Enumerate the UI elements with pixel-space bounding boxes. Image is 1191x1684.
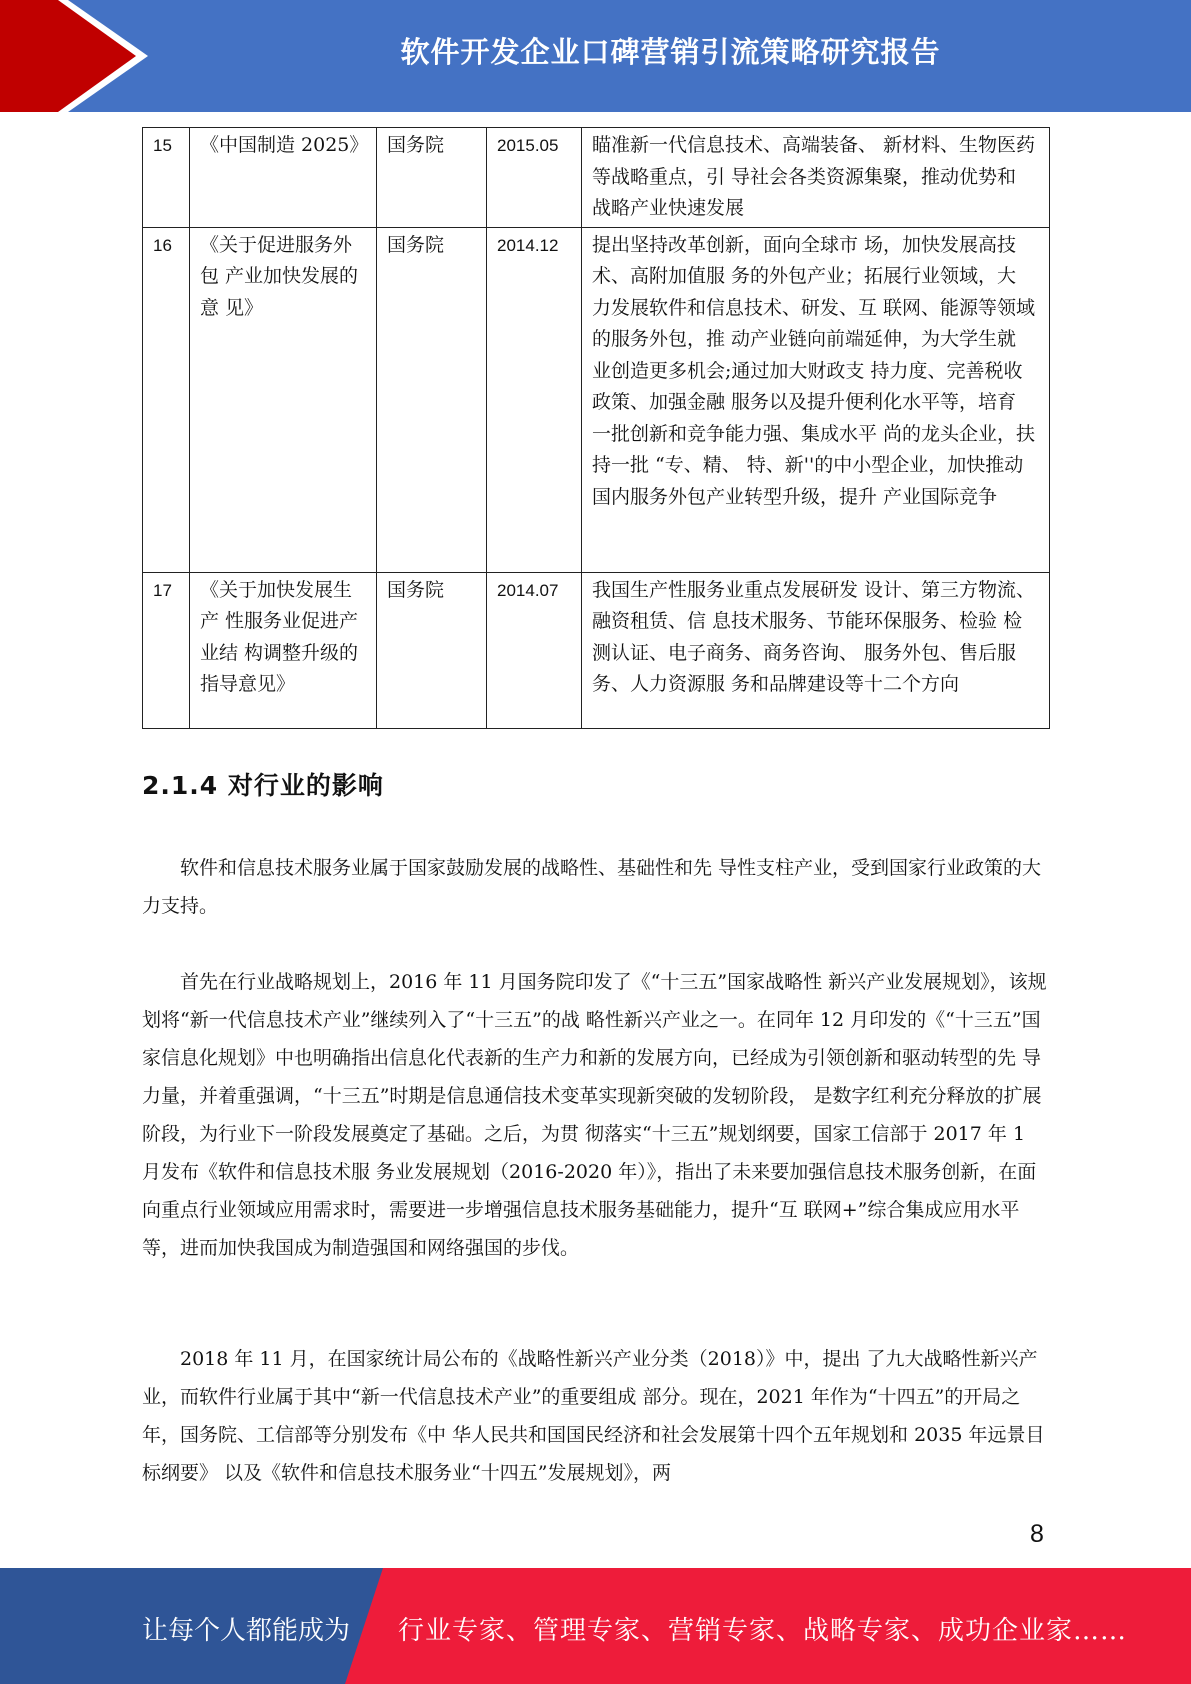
table-row	[143, 227, 1050, 572]
policy-issuer: 国务院	[377, 128, 487, 228]
policy-name: 《中国制造 2025》	[190, 128, 377, 228]
policy-name: 《关于加快发展生产 性服务业促进产业结 构调整升级的指导意见》	[190, 572, 377, 728]
policy-issuer: 国务院	[377, 227, 487, 572]
body-paragraph: 首先在行业战略规划上，2016 年 11 月国务院印发了《“十三五”国家战略性 新兴产业发展规划》，该规划将“新一代信息技术产业”继续列入了“十三五”的战 略性新兴产业之一。在同年 12 月印发的《“十三五”国家信息化规划》中也明确指出信息化代表新的生产力和新的发展方向，已经成为引领创新和驱动转型的先 导力量，并着重强调，“十三五”时期是信息通信技术变革实现新突破的发轫阶段， 是数字红利充分释放的扩展阶段，为行业下一阶段发展奠定了基础。之后，为贯 彻落实“十三五”规划纲要，国家工信部于 2017 年 1 月发布《软件和信息技术服 务业发展规划（2016-2020 年）》，指出了未来要加强信息技术服务创新，在面 向重点行业领域应用需求时，需要进一步增强信息技术服务基础能力，提升“互 联网+”综合集成应用水平等，进而加快我国成为制造强国和网络强国的步伐。	[142, 971, 1047, 1259]
policy-content: 我国生产性服务业重点发展研发 设计、第三方物流、融资租赁、信 息技术服务、节能环保服务、检验 检测认证、电子商务、商务咨询、 服务外包、售后服务、人力资源服 务和品牌建设等十二个方向	[582, 572, 1050, 728]
section-heading: 2.1.4 对行业的影响	[142, 771, 384, 800]
policy-date: 2014.07	[487, 572, 582, 728]
footer-slogan-left: 让每个人都能成为	[142, 1616, 351, 1646]
report-title: 软件开发企业口碑营销引流策略研究报告	[400, 35, 941, 69]
row-number: 17	[143, 572, 190, 728]
policy-date: 2015.05	[487, 128, 582, 228]
page-header	[0, 0, 1191, 112]
page-footer	[0, 1568, 1191, 1684]
policy-name: 《关于促进服务外包 产业加快发展的意 见》	[190, 227, 377, 572]
policy-content: 提出坚持改革创新，面向全球市 场，加快发展高技术、高附加值服 务的外包产业；拓展行业领域，大 力发展软件和信息技术、研发、互 联网、能源等领域的服务外包，推 动产业链向前端延伸，为大学生就 业创造更多机会;通过加大财政支 持力度、完善税收政策、加强金融 服务以及提升便利化水平等，培育 一批创新和竞争能力强、集成水平 尚的龙头企业，扶持一批 “专、精、 特、新''的中小型企业，加快推动国内服务外包产业转型升级，提升 产业国际竞争	[582, 227, 1050, 572]
policy-date: 2014.12	[487, 227, 582, 572]
table-row	[143, 572, 1050, 728]
page-number: 8	[1030, 1520, 1044, 1548]
row-number: 15	[143, 128, 190, 228]
body-paragraph: 2018 年 11 月，在国家统计局公布的《战略性新兴产业分类（2018）》中，提出 了九大战略性新兴产业，而软件行业属于其中“新一代信息技术产业”的重要组成 部分。现在，2021 年作为“十四五”的开局之年，国务院、工信部等分别发布《中 华人民共和国国民经济和社会发展第十四个五年规划和 2035 年远景目标纲要》 以及《软件和信息技术服务业“十四五”发展规划》，两	[142, 1348, 1045, 1484]
table-row	[143, 128, 1050, 228]
row-number: 16	[143, 227, 190, 572]
policy-issuer: 国务院	[377, 572, 487, 728]
policy-table	[142, 127, 1050, 729]
footer-slogan-right: 行业专家、管理专家、营销专家、战略专家、成功企业家……	[398, 1616, 1128, 1646]
policy-content: 瞄准新一代信息技术、高端装备、 新材料、生物医药等战略重点，引 导社会各类资源集聚，推动优势和 战略产业快速发展	[582, 128, 1050, 228]
body-paragraph: 软件和信息技术服务业属于国家鼓励发展的战略性、基础性和先 导性支柱产业，受到国家行业政策的大力支持。	[142, 857, 1042, 917]
